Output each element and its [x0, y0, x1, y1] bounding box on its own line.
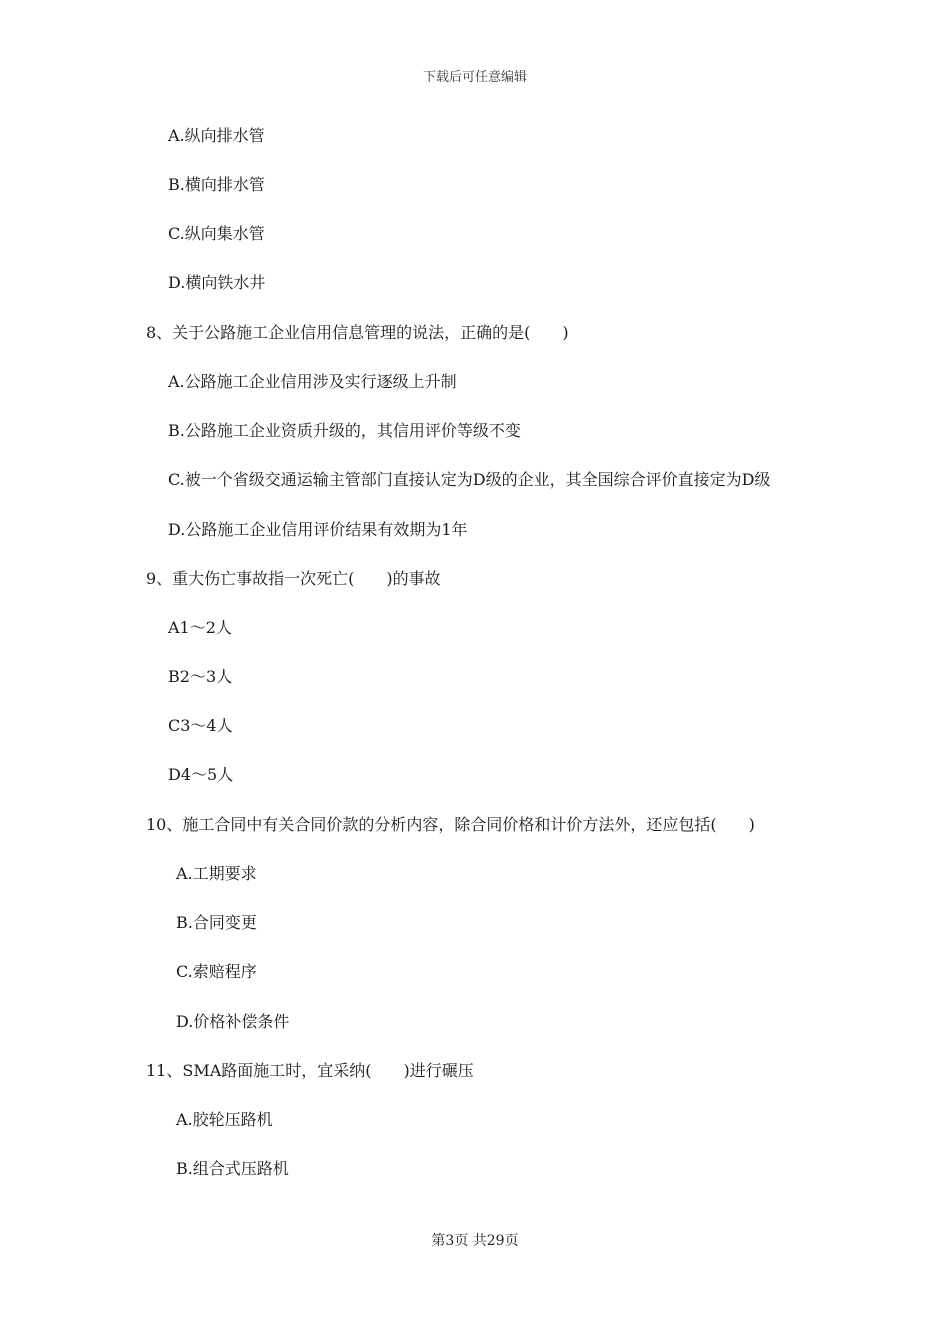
q9-option-a: A1～2人	[168, 618, 232, 637]
q7-option-a: A.纵向排水管	[168, 126, 265, 145]
q9-option-c: C3～4人	[168, 716, 233, 735]
q8-option-b: B.公路施工企业资质升级的，其信用评价等级不变	[168, 421, 521, 440]
page-header: 下载后可任意编辑	[422, 70, 527, 85]
q9-stem: 9、重大伤亡事故指一次死亡( )的事故	[146, 569, 441, 588]
q7-option-c: C.纵向集水管	[168, 224, 265, 243]
q8-option-c: C.被一个省级交通运输主管部门直接认定为D级的企业，其全国综合评价直接定为D级	[168, 470, 771, 489]
q8-stem: 8、关于公路施工企业信用信息管理的说法，正确的是( )	[146, 323, 569, 342]
q10-option-c: C.索赔程序	[176, 962, 257, 981]
q11-option-b: B.组合式压路机	[176, 1159, 289, 1178]
q10-option-b: B.合同变更	[176, 913, 257, 932]
q7-option-d: D.横向铁水井	[168, 273, 266, 292]
q9-option-b: B2～3人	[168, 667, 233, 686]
q10-stem: 10、施工合同中有关合同价款的分析内容，除合同价格和计价方法外，还应包括( )	[146, 815, 755, 834]
q10-option-d: D.价格补偿条件	[176, 1012, 290, 1031]
q7-option-b: B.横向排水管	[168, 175, 265, 194]
q11-stem: 11、SMA路面施工时，宜采纳( )进行碾压	[146, 1061, 474, 1080]
q8-option-d: D.公路施工企业信用评价结果有效期为1年	[168, 520, 468, 539]
q8-option-a: A.公路施工企业信用涉及实行逐级上升制	[168, 372, 457, 391]
q10-option-a: A.工期要求	[176, 864, 257, 883]
page-footer: 第3页 共29页	[431, 1233, 519, 1249]
q9-option-d: D4～5人	[168, 765, 234, 784]
q11-option-a: A.胶轮压路机	[176, 1110, 273, 1129]
